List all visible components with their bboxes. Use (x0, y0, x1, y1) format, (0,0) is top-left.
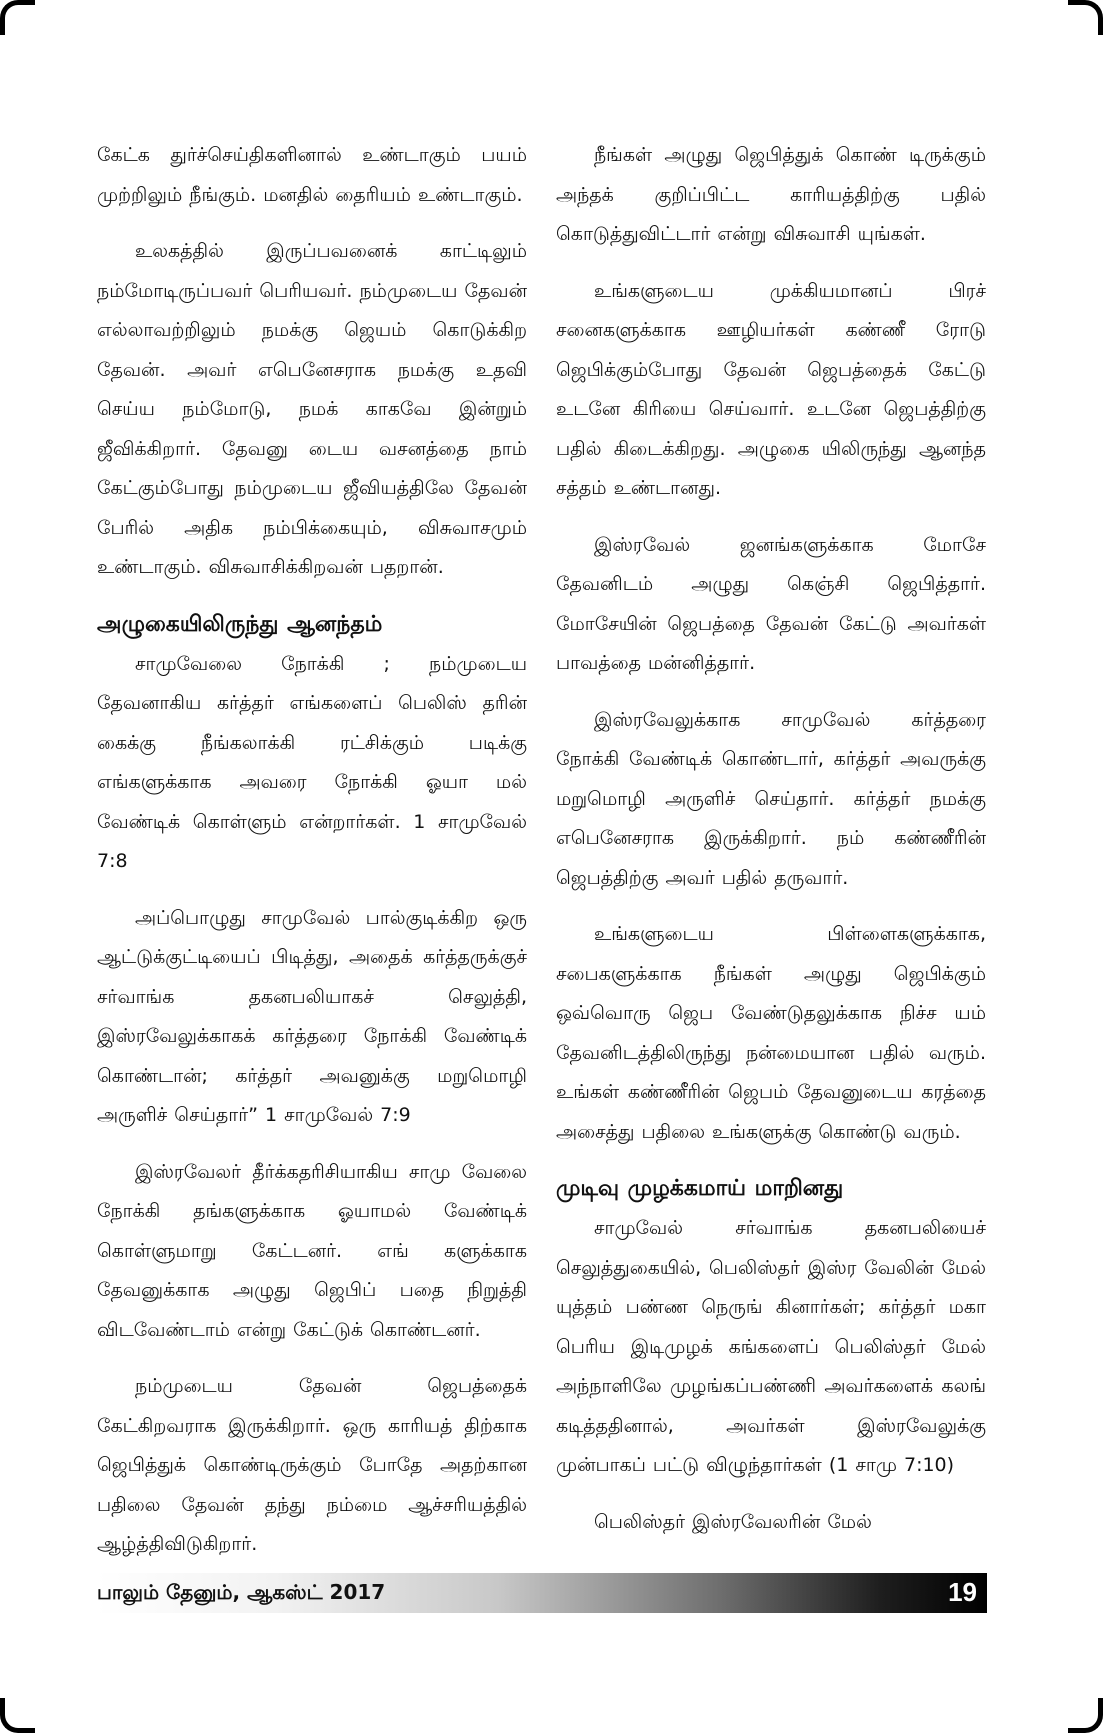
page-footer (97, 1573, 987, 1613)
paragraph: நீங்கள் அழுது ஜெபித்துக் கொண் டிருக்கும் அந்தக் குறிப்பிட்ட காரியத்திற்கு பதில் கொடுத்துவிட்டார் என்று விசுவாசி யுங்கள். (556, 144, 986, 245)
corner-mark-bottom-right (1068, 1698, 1103, 1733)
corner-mark-top-left (0, 0, 35, 35)
paragraph: அப்பொழுது சாமுவேல் பால்குடிக்கிற ஒரு ஆட்டுக்குட்டியைப் பிடித்து, அதைக் கர்த்தருக்குச் சர்வாங்க தகனபலியாகச் செலுத்தி, இஸ்ரவேலுக்காகக் கர்த்தரை நோக்கி வேண்டிக் கொண்டான்; கர்த்தர் அவனுக்கு மறுமொழி அருளிச் செய்தார்” 1 சாமுவேல் 7:9 (97, 906, 527, 1126)
corner-mark-top-right (1068, 0, 1103, 35)
paragraph: நம்முடைய தேவன் ஜெபத்தைக் கேட்கிறவராக இருக்கிறார். ஒரு காரியத் திற்காக ஜெபித்துக் கொண்டிருக்கும் போதே அதற்கான பதிலை தேவன் தந்து நம்மை ஆச்சரியத்தில் ஆழ்த்திவிடுகிறார். (97, 1375, 527, 1555)
corner-mark-bottom-left (0, 1698, 35, 1733)
left-column (97, 136, 527, 1582)
paragraph: உங்களுடைய முக்கியமானப் பிரச் சனைகளுக்காக ஊழியர்கள் கண்ணீ ரோடு ஜெபிக்கும்போது தேவன் ஜெபத்தைக் கேட்டு உடனே கிரியை செய்வார். உடனே ஜெபத்திற்கு பதில் கிடைக்கிறது. அழுகை யிலிருந்து ஆனந்த சத்தம் உண்டானது. (556, 279, 986, 499)
paragraph: உலகத்தில் இருப்பவனைக் காட்டிலும் நம்மோடிருப்பவர் பெரியவர். நம்முடைய தேவன் எல்லாவற்றிலும் நமக்கு ஜெயம் கொடுக்கிற தேவன். அவர் எபெனேசராக நமக்கு உதவி செய்ய நம்மோடு, நமக் காகவே இன்றும் ஜீவிக்கிறார். தேவனு டைய வசனத்தை நாம் கேட்கும்போது நம்முடைய ஜீவியத்திலே தேவன் பேரில் அதிக நம்பிக்கையும், விசுவாசமும் உண்டாகும். விசுவாசிக்கிறவன் பதறான். (97, 240, 527, 578)
right-column (556, 136, 986, 1559)
paragraph: பெலிஸ்தர் இஸ்ரவேலரின் மேல் (594, 1510, 872, 1533)
magazine-title: பாலும் தேனும், ஆகஸ்ட் 2017 (97, 1580, 386, 1604)
section-heading: முடிவு முழக்கமாய் மாறினது (556, 1176, 844, 1201)
page-number: 19 (948, 1577, 977, 1607)
paragraph: இஸ்ரவேல் ஜனங்களுக்காக மோசே தேவனிடம் அழுது கெஞ்சி ஜெபித்தார். மோசேயின் ஜெபத்தை தேவன் கேட்டு அவர்கள் பாவத்தை மன்னித்தார். (556, 533, 986, 674)
paragraph: இஸ்ரவேலுக்காக சாமுவேல் கர்த்தரை நோக்கி வேண்டிக் கொண்டார், கர்த்தர் அவருக்கு மறுமொழி அருளிச் செய்தார். கர்த்தர் நமக்கு எபெனேசராக இருக்கிறார். நம் கண்ணீரின் ஜெபத்திற்கு அவர் பதில் தருவார். (556, 708, 986, 889)
paragraph: சாமுவேலை நோக்கி ; நம்முடைய தேவனாகிய கர்த்தர் எங்களைப் பெலிஸ் தரின் கைக்கு நீங்கலாக்கி ரட்சிக்கும் படிக்கு எங்களுக்காக அவரை நோக்கி ஓயா மல் வேண்டிக் கொள்ளும் என்றார்கள். 1 சாமுவேல் 7:8 (97, 652, 527, 872)
paragraph: கேட்க துர்ச்செய்திகளினால் உண்டாகும் பயம் முற்றிலும் நீங்கும். மனதில் தைரியம் உண்டாகும். (97, 144, 527, 206)
paragraph: சாமுவேல் சர்வாங்க தகனபலியைச் செலுத்துகையில், பெலிஸ்தர் இஸ்ர வேலின் மேல் யுத்தம் பண்ண நெருங் கினார்கள்; கர்த்தர் மகா பெரிய இடிமுழக் கங்களைப் பெலிஸ்தர் மேல் அந்நாளிலே முழங்கப்பண்ணி அவர்களைக் கலங் கடித்ததினால், அவர்கள் இஸ்ரவேலுக்கு முன்பாகப் பட்டு விழுந்தார்கள் (1 சாமு 7:10) (556, 1217, 986, 1476)
paragraph: உங்களுடைய பிள்ளைகளுக்காக, சபைகளுக்காக நீங்கள் அழுது ஜெபிக்கும் ஒவ்வொரு ஜெப வேண்டுதலுக்காக நிச்ச யம் தேவனிடத்திலிருந்து நன்மையான பதில் வரும். உங்கள் கண்ணீரின் ஜெபம் தேவனுடைய கரத்தை அசைத்து பதிலை உங்களுக்கு கொண்டு வரும். (556, 923, 986, 1143)
paragraph: இஸ்ரவேலர் தீர்க்கதரிசியாகிய சாமு வேலை நோக்கி தங்களுக்காக ஓயாமல் வேண்டிக் கொள்ளுமாறு கேட்டனர். எங் களுக்காக தேவனுக்காக அழுது ஜெபிப் பதை நிறுத்தி விடவேண்டாம் என்று கேட்டுக் கொண்டனர். (97, 1160, 527, 1341)
section-heading: அழுகையிலிருந்து ஆனந்தம் (97, 611, 383, 637)
